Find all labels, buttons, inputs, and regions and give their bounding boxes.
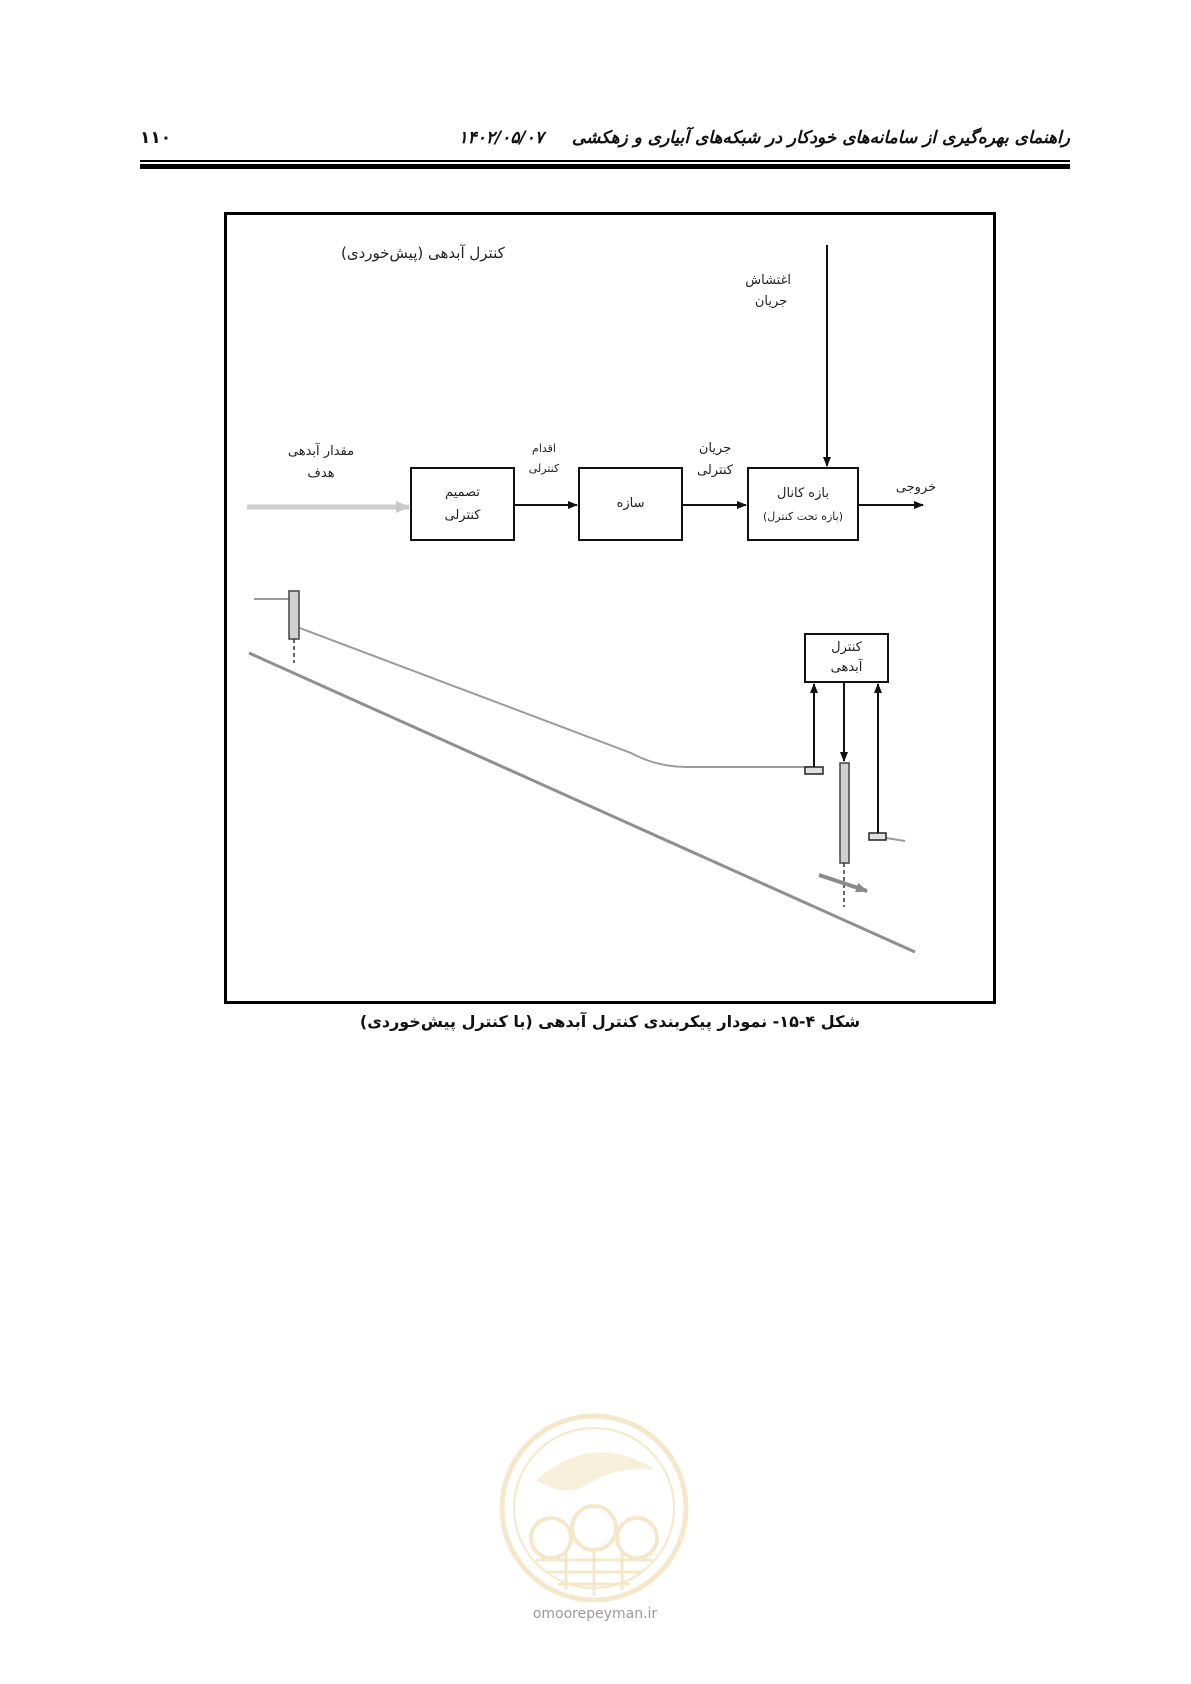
water-surface-line xyxy=(297,627,811,767)
decision-box-label-2: کنترلی xyxy=(444,508,481,523)
decision-box xyxy=(411,468,514,540)
watermark-url: omoorepeyman.ir xyxy=(532,1606,658,1622)
target-label-1: مقدار آبدهی xyxy=(287,444,355,459)
upstream-sensor xyxy=(805,767,823,774)
control-gate xyxy=(840,763,849,863)
figure-caption: شکل ۴-۱۵- نمودار پیکربندی کنترل آبدهی (با کنترل پیش‌خوردی) xyxy=(359,1012,861,1031)
flow-label-2: کنترلی xyxy=(696,463,733,478)
target-label-2: هدف xyxy=(307,466,335,481)
book-title: راهنمای بهره‌گیری از سامانه‌های خودکار در شبکه‌های آبیاری و زهکشی xyxy=(571,128,1070,148)
upstream-gate xyxy=(289,591,299,639)
figure-frame xyxy=(224,212,996,1004)
header-rule-thick xyxy=(140,164,1070,169)
header-rule-thin xyxy=(140,160,1070,162)
flow-direction-arrow xyxy=(819,875,867,891)
header-date: ۱۴۰۲/۰۵/۰۷ xyxy=(458,128,544,148)
feedforward-label: کنترل آبدهی (پیش‌خوردی) xyxy=(341,244,505,262)
flow-control-box-label-1: کنترل xyxy=(831,640,862,655)
decision-box-label-1: تصمیم xyxy=(445,485,480,500)
running-header xyxy=(140,128,1070,152)
output-label: خروجی xyxy=(895,480,937,495)
flow-label-1: جریان xyxy=(698,441,732,456)
canal-reach-label-1: بازه کانال xyxy=(777,486,829,501)
canal-reach-box xyxy=(748,468,858,540)
action-label-1: اقدام xyxy=(532,442,556,455)
canal-reach-label-2: (بازه تحت کنترل) xyxy=(763,510,843,523)
downstream-sensor xyxy=(869,833,886,840)
flow-control-box-label-2: آبدهی xyxy=(830,660,863,675)
structure-box-label: سازه xyxy=(616,496,645,511)
disturbance-label-2: جریان xyxy=(754,294,788,309)
action-label-2: کنترلی xyxy=(528,462,560,475)
disturbance-label-1: اغتشاش xyxy=(745,273,791,288)
logo-seal-icon xyxy=(496,1410,692,1606)
running-title xyxy=(458,128,1070,148)
page-number: ۱۱۰ xyxy=(140,128,172,148)
flow-control-diagram xyxy=(227,215,993,1001)
canal-bed-line xyxy=(249,653,915,952)
